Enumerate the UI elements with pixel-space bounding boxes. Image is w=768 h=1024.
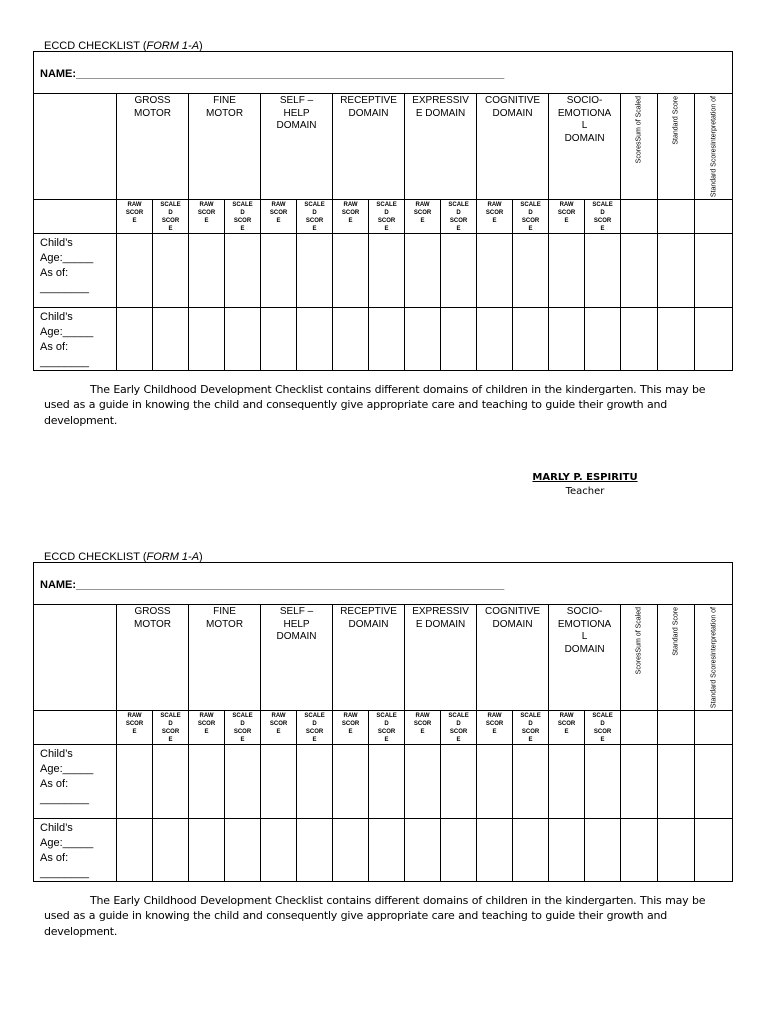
score-cell[interactable] (549, 819, 585, 882)
table-row (34, 234, 733, 308)
domain-fine-motor: FINE MOTOR (189, 605, 261, 711)
scaled-score-header: SCALE D SCOR E (441, 200, 477, 234)
score-cell[interactable] (153, 819, 189, 882)
child-age-label: Child’s Age:_____ As of: ________ (34, 745, 117, 819)
form-title: ECCD CHECKLIST (FORM 1-A) (44, 40, 203, 52)
domain-gross-motor: GROSS MOTOR (117, 94, 189, 200)
score-cell[interactable] (477, 234, 513, 308)
domain-cognitive: COGNITIVE DOMAIN (477, 94, 549, 200)
score-cell[interactable] (658, 819, 695, 882)
score-cell[interactable] (189, 819, 225, 882)
score-cell[interactable] (585, 234, 621, 308)
score-cell[interactable] (658, 745, 695, 819)
score-cell[interactable] (117, 819, 153, 882)
score-cell[interactable] (477, 308, 513, 371)
scaled-score-header: SCALE D SCOR E (441, 711, 477, 745)
table-row (34, 819, 733, 882)
domain-expressive: EXPRESSIV E DOMAIN (405, 94, 477, 200)
scaled-score-header: SCALE D SCOR E (369, 200, 405, 234)
form-title: ECCD CHECKLIST (FORM 1-A) (44, 551, 203, 563)
raw-score-header: RAW SCOR E (405, 200, 441, 234)
score-cell[interactable] (441, 308, 477, 371)
raw-score-header: RAW SCOR E (405, 711, 441, 745)
score-cell[interactable] (405, 819, 441, 882)
domain-self-help: SELF – HELP DOMAIN (261, 94, 333, 200)
score-cell[interactable] (695, 745, 733, 819)
score-cell[interactable] (297, 234, 333, 308)
raw-score-header: RAW SCOR E (261, 711, 297, 745)
score-cell[interactable] (405, 234, 441, 308)
score-cell[interactable] (513, 234, 549, 308)
score-cell[interactable] (153, 308, 189, 371)
scaled-score-header: SCALE D SCOR E (297, 711, 333, 745)
score-cell[interactable] (369, 819, 405, 882)
score-cell[interactable] (658, 308, 695, 371)
raw-score-header: RAW SCOR E (477, 200, 513, 234)
score-cell[interactable] (117, 745, 153, 819)
score-cell[interactable] (585, 745, 621, 819)
score-cell[interactable] (513, 745, 549, 819)
score-cell[interactable] (405, 745, 441, 819)
score-cell[interactable] (261, 308, 297, 371)
header-standard-score: Standard Score (658, 605, 695, 711)
score-cell[interactable] (153, 234, 189, 308)
score-cell[interactable] (333, 819, 369, 882)
score-cell[interactable] (621, 234, 658, 308)
score-cell[interactable] (585, 819, 621, 882)
score-cell[interactable] (441, 745, 477, 819)
child-age-label: Child’s Age:_____ As of: ________ (34, 819, 117, 882)
raw-score-header: RAW SCOR E (333, 711, 369, 745)
score-cell[interactable] (189, 308, 225, 371)
score-cell[interactable] (225, 308, 261, 371)
score-cell[interactable] (189, 745, 225, 819)
score-cell[interactable] (333, 745, 369, 819)
domain-receptive: RECEPTIVE DOMAIN (333, 605, 405, 711)
score-cell[interactable] (621, 308, 658, 371)
score-cell[interactable] (261, 745, 297, 819)
score-cell[interactable] (297, 819, 333, 882)
table-row (34, 308, 733, 371)
score-cell[interactable] (621, 819, 658, 882)
name-field-box (33, 562, 733, 604)
scaled-score-header: SCALE D SCOR E (153, 200, 189, 234)
raw-score-header: RAW SCOR E (261, 200, 297, 234)
domain-gross-motor: GROSS MOTOR (117, 605, 189, 711)
checklist-table (33, 93, 733, 371)
header-standard-score: Standard Score (658, 94, 695, 200)
score-cell[interactable] (585, 308, 621, 371)
score-cell[interactable] (333, 234, 369, 308)
score-cell[interactable] (405, 308, 441, 371)
teacher-role: Teacher (565, 486, 605, 497)
header-sum-scaled-scores: ScoresSum of Scaled (621, 605, 658, 711)
score-cell[interactable] (153, 745, 189, 819)
header-interpretation: Standard ScoresInterpretation of (695, 605, 733, 711)
score-cell[interactable] (477, 745, 513, 819)
score-cell[interactable] (513, 819, 549, 882)
score-cell[interactable] (658, 234, 695, 308)
header-interpretation: Standard ScoresInterpretation of (695, 94, 733, 200)
description-paragraph: The Early Childhood Development Checklist contains different domains of children in the kindergarten. This may be used as a guide in knowing the child and consequently give appropriate care and teaching to guide their growth and development. (44, 383, 706, 427)
domain-cognitive: COGNITIVE DOMAIN (477, 605, 549, 711)
description-paragraph: The Early Childhood Development Checklist contains different domains of children in the kindergarten. This may be used as a guide in knowing the child and consequently give appropriate care and teaching to guide their growth and development. (44, 894, 706, 938)
scaled-score-header: SCALE D SCOR E (153, 711, 189, 745)
score-cell[interactable] (261, 819, 297, 882)
name-field-box (33, 51, 733, 93)
score-cell[interactable] (117, 234, 153, 308)
scaled-score-header: SCALE D SCOR E (513, 200, 549, 234)
header-sum-scaled-scores: ScoresSum of Scaled (621, 94, 658, 200)
teacher-name: MARLY P. ESPIRITU (532, 472, 638, 483)
scaled-score-header: SCALE D SCOR E (585, 200, 621, 234)
signature-block (510, 472, 660, 497)
score-cell[interactable] (441, 234, 477, 308)
score-cell[interactable] (549, 745, 585, 819)
scaled-score-header: SCALE D SCOR E (225, 200, 261, 234)
domain-receptive: RECEPTIVE DOMAIN (333, 94, 405, 200)
domain-fine-motor: FINE MOTOR (189, 94, 261, 200)
score-cell[interactable] (695, 234, 733, 308)
scaled-score-header: SCALE D SCOR E (297, 200, 333, 234)
name-field[interactable]: NAME:______________________________________________________________________ (40, 579, 505, 591)
score-cell[interactable] (333, 308, 369, 371)
score-cell[interactable] (477, 819, 513, 882)
domain-self-help: SELF – HELP DOMAIN (261, 605, 333, 711)
score-cell[interactable] (225, 819, 261, 882)
score-cell[interactable] (369, 234, 405, 308)
raw-score-header: RAW SCOR E (549, 200, 585, 234)
child-age-label: Child’s Age:_____ As of: ________ (34, 234, 117, 308)
score-cell[interactable] (695, 308, 733, 371)
child-age-label: Child’s Age:_____ As of: ________ (34, 308, 117, 371)
score-cell[interactable] (189, 234, 225, 308)
domain-expressive: EXPRESSIV E DOMAIN (405, 605, 477, 711)
raw-score-header: RAW SCOR E (117, 711, 153, 745)
raw-score-header: RAW SCOR E (477, 711, 513, 745)
raw-score-header: RAW SCOR E (333, 200, 369, 234)
score-cell[interactable] (117, 308, 153, 371)
score-cell[interactable] (261, 234, 297, 308)
score-cell[interactable] (513, 308, 549, 371)
score-cell[interactable] (225, 234, 261, 308)
score-cell[interactable] (297, 308, 333, 371)
score-cell[interactable] (297, 745, 333, 819)
raw-score-header: RAW SCOR E (189, 711, 225, 745)
score-cell[interactable] (549, 308, 585, 371)
scaled-score-header: SCALE D SCOR E (225, 711, 261, 745)
domain-socio-emotional: SOCIO- EMOTIONA L DOMAIN (549, 605, 621, 711)
domain-socio-emotional: SOCIO- EMOTIONA L DOMAIN (549, 94, 621, 200)
score-cell[interactable] (441, 819, 477, 882)
scaled-score-header: SCALE D SCOR E (369, 711, 405, 745)
raw-score-header: RAW SCOR E (189, 200, 225, 234)
raw-score-header: RAW SCOR E (549, 711, 585, 745)
score-cell[interactable] (369, 745, 405, 819)
name-field[interactable]: NAME:______________________________________________________________________ (40, 68, 505, 80)
scaled-score-header: SCALE D SCOR E (513, 711, 549, 745)
raw-score-header: RAW SCOR E (117, 200, 153, 234)
table-row (34, 745, 733, 819)
score-cell[interactable] (549, 234, 585, 308)
score-cell[interactable] (369, 308, 405, 371)
score-cell[interactable] (225, 745, 261, 819)
scaled-score-header: SCALE D SCOR E (585, 711, 621, 745)
score-cell[interactable] (695, 819, 733, 882)
score-cell[interactable] (621, 745, 658, 819)
checklist-table (33, 604, 733, 882)
